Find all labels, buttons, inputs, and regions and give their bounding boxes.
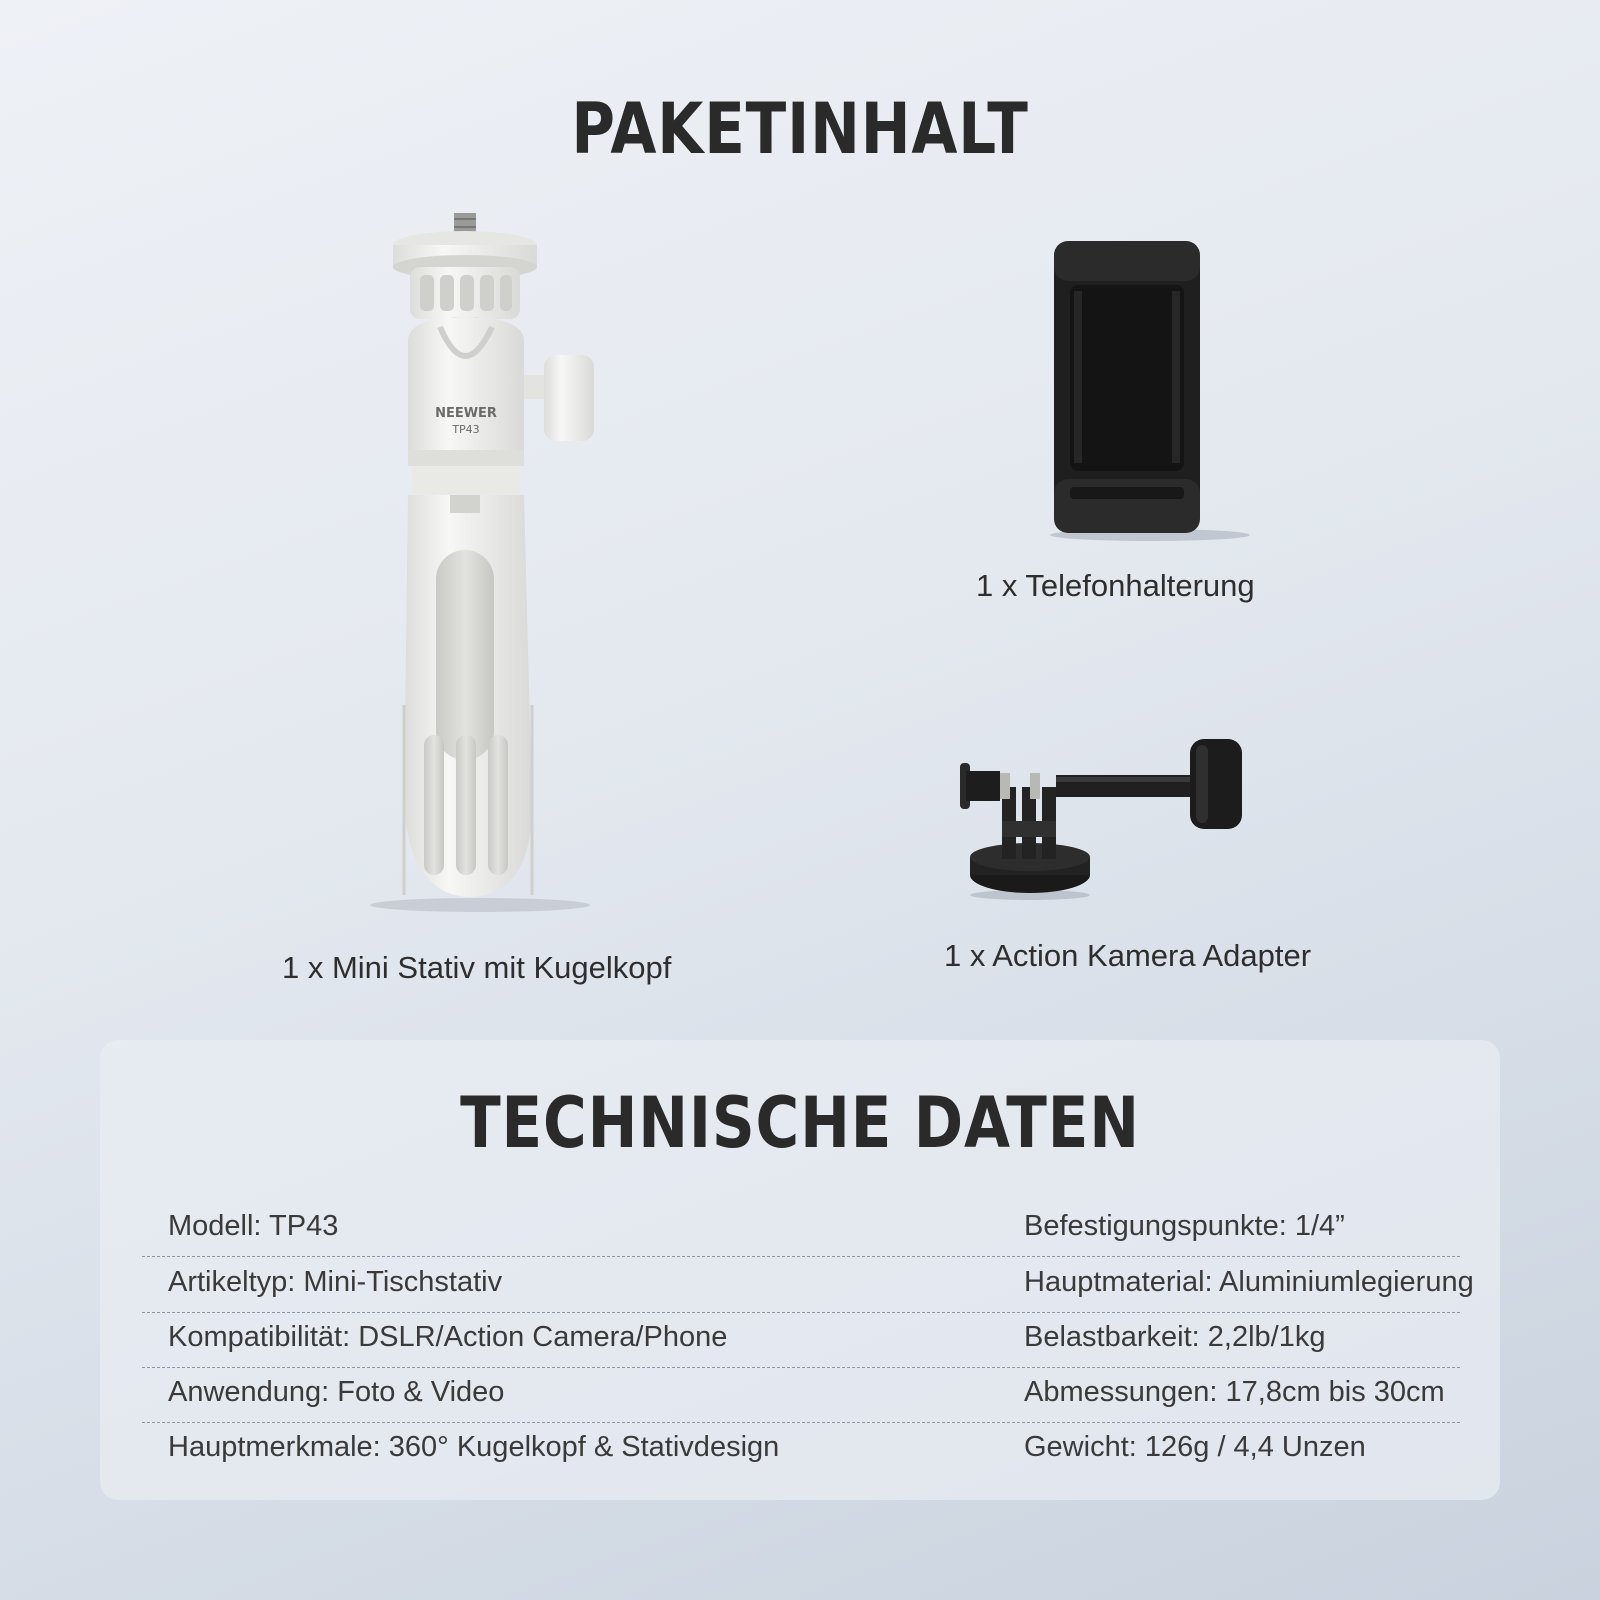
phone-holder-image <box>1040 235 1300 545</box>
phone-holder-caption: 1 x Telefonhalterung <box>976 568 1255 603</box>
spec-model: Modell: TP43 <box>168 1210 339 1242</box>
spec-main-features: Hauptmerkmale: 360° Kugelkopf & Stativdesign <box>168 1431 780 1463</box>
tripod-caption: 1 x Mini Stativ mit Kugelkopf <box>282 950 672 985</box>
spec-load-capacity: Belastbarkeit: 2,2lb/1kg <box>1024 1321 1326 1353</box>
spec-row <box>142 1311 1460 1368</box>
spec-material: Hauptmaterial: Aluminiumlegierung <box>1024 1266 1474 1298</box>
action-camera-adapter-image <box>960 735 1280 905</box>
spec-row <box>142 1366 1460 1423</box>
tripod-model-label: TP43 <box>452 423 480 436</box>
specs-title: TECHNISCHE DATEN <box>460 1082 1140 1164</box>
spec-compatibility: Kompatibilität: DSLR/Action Camera/Phone <box>168 1321 728 1353</box>
spec-row <box>142 1200 1460 1257</box>
spec-article-type: Artikeltyp: Mini-Tischstativ <box>168 1266 503 1298</box>
spec-dimensions: Abmessungen: 17,8cm bis 30cm <box>1024 1376 1445 1408</box>
spec-row <box>142 1421 1460 1477</box>
action-adapter-caption: 1 x Action Kamera Adapter <box>944 938 1312 973</box>
spec-application: Anwendung: Foto & Video <box>168 1376 505 1408</box>
spec-mounting-points: Befestigungspunkte: 1/4” <box>1024 1210 1345 1242</box>
mini-tripod-image <box>340 205 660 925</box>
tripod-brand-label: NEEWER <box>435 406 497 421</box>
spec-row <box>142 1256 1474 1313</box>
package-title: PAKETINHALT <box>571 88 1029 170</box>
spec-weight: Gewicht: 126g / 4,4 Unzen <box>1024 1431 1366 1463</box>
